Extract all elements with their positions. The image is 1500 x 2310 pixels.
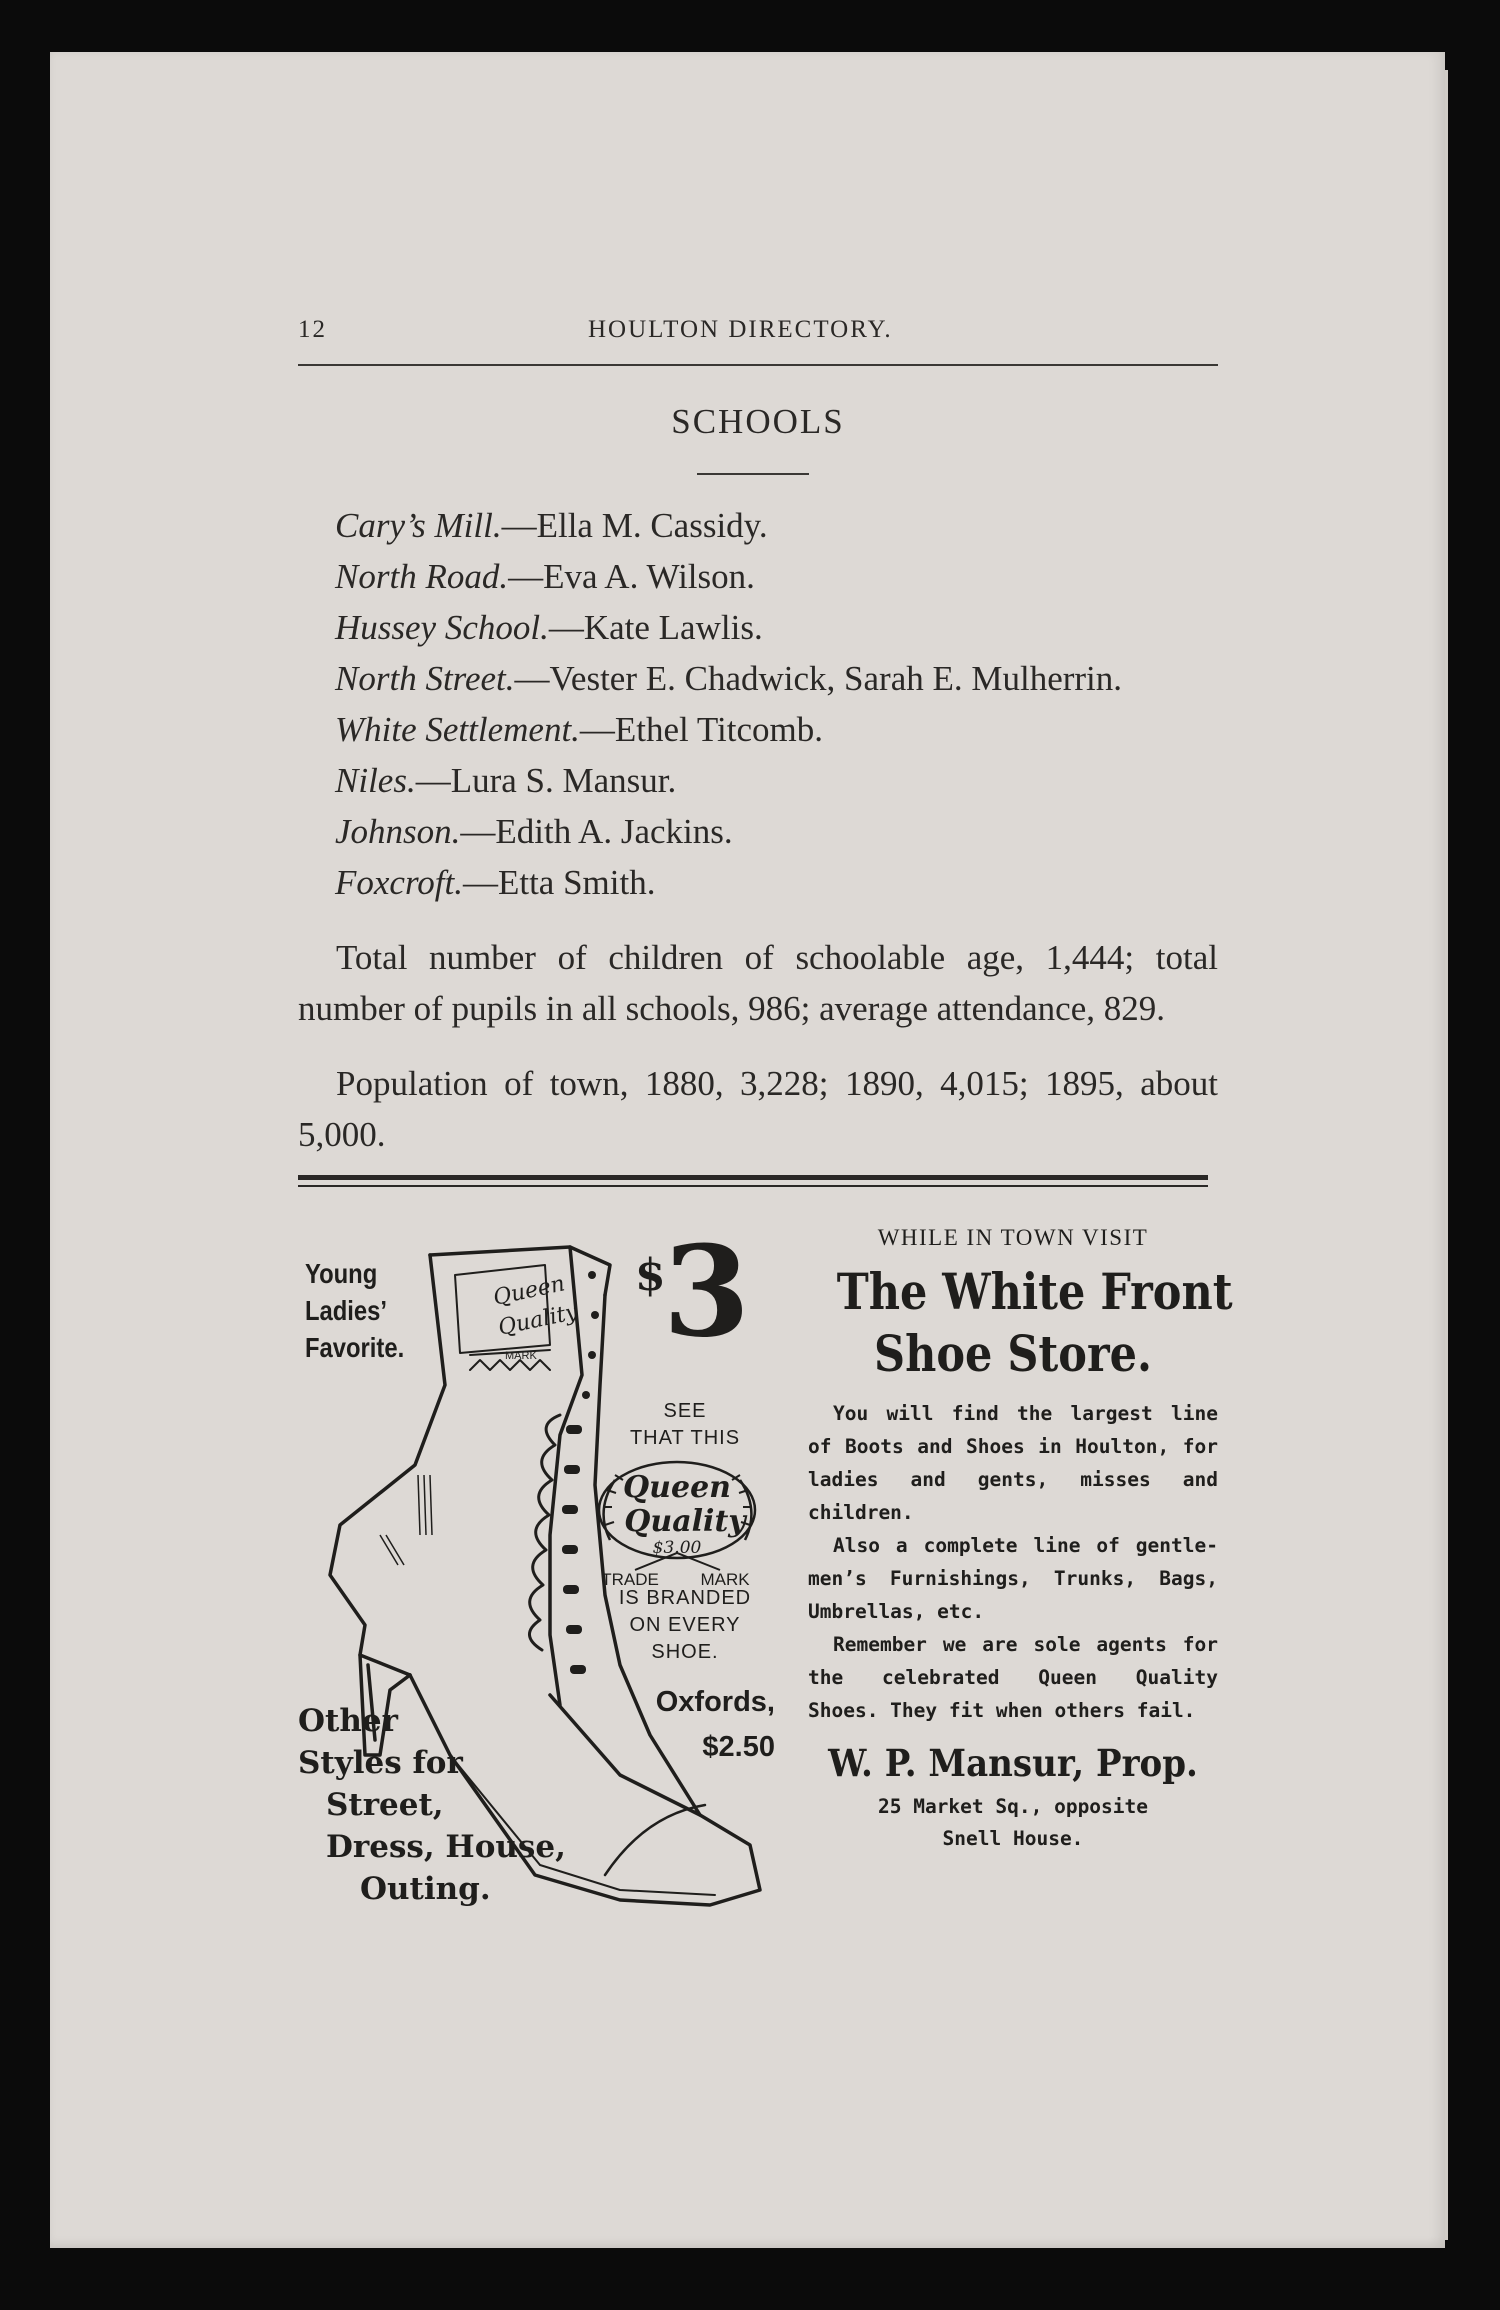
see-that-this bbox=[605, 1398, 765, 1452]
school-row bbox=[335, 602, 1235, 653]
store-name-line-1: The White Front bbox=[836, 1262, 1233, 1321]
young-line: Young bbox=[305, 1258, 378, 1289]
running-title: HOULTON DIRECTORY. bbox=[588, 316, 893, 343]
school-teachers: —Eva A. Wilson. bbox=[508, 557, 755, 596]
proprietor: W. P. Mansur, Prop. bbox=[828, 1741, 1198, 1785]
store-description bbox=[808, 1397, 1218, 1727]
school-place: North Street. bbox=[335, 659, 515, 698]
running-header bbox=[298, 312, 1218, 352]
school-teachers: —Kate Lawlis. bbox=[548, 608, 763, 647]
address-line-1: 25 Market Sq., opposite bbox=[877, 1795, 1149, 1818]
header-rule bbox=[298, 364, 1218, 366]
school-row bbox=[335, 857, 1235, 908]
store-paragraph-3: Remember we are sole agents for the celebrated Queen Quality Shoes. They fit when others fail. bbox=[808, 1633, 1218, 1722]
school-row bbox=[335, 653, 1235, 704]
store-address bbox=[808, 1791, 1218, 1855]
school-teachers: —Vester E. Chadwick, Sarah E. Mulherrin. bbox=[514, 659, 1123, 698]
on-every-line: ON EVERY bbox=[629, 1614, 741, 1636]
school-place: Foxcroft. bbox=[335, 863, 463, 902]
school-place: White Settlement. bbox=[335, 710, 580, 749]
school-list bbox=[335, 500, 1235, 908]
branded-on-every-shoe bbox=[600, 1585, 770, 1666]
ad-divider-thin bbox=[298, 1185, 1208, 1187]
ladies-line: Ladies’ bbox=[305, 1295, 388, 1326]
oxfords-price bbox=[650, 1680, 775, 1770]
other-styles bbox=[298, 1700, 566, 1910]
queen-quality-trademark-seal bbox=[585, 1445, 770, 1590]
shoe-line: SHOE. bbox=[651, 1641, 719, 1663]
school-row bbox=[335, 551, 1235, 602]
section-title: SCHOOLS bbox=[671, 402, 845, 441]
store-name bbox=[836, 1261, 1233, 1385]
page-number: 12 bbox=[298, 316, 327, 343]
store-advertisement bbox=[808, 1225, 1233, 1855]
school-place: Johnson. bbox=[335, 812, 461, 851]
school-teachers: —Edith A. Jackins. bbox=[460, 812, 733, 851]
seal-price-text: $3.00 bbox=[652, 1538, 702, 1558]
school-teachers: —Etta Smith. bbox=[462, 863, 656, 902]
favorite-line: Favorite. bbox=[305, 1332, 405, 1363]
street-line: Street, bbox=[326, 1787, 444, 1823]
store-paragraph-2: Also a complete line of gentle-men’s Furnishings, Trunks, Bags, Umbrellas, etc. bbox=[808, 1534, 1218, 1623]
store-name-line-2: Shoe Store. bbox=[874, 1324, 1152, 1383]
school-teachers: —Ethel Titcomb. bbox=[579, 710, 824, 749]
seal-quality-text: Quality bbox=[624, 1504, 746, 1539]
section-rule bbox=[697, 473, 809, 475]
boot-label-text: Queen bbox=[491, 1271, 568, 1311]
price-dollar-sign: $ bbox=[635, 1250, 666, 1301]
school-place: North Road. bbox=[335, 557, 509, 596]
see-line: SEE bbox=[663, 1400, 707, 1422]
other-line: Other bbox=[298, 1703, 398, 1739]
boot-label-text-2: Quality bbox=[496, 1299, 581, 1341]
school-row bbox=[335, 806, 1235, 857]
address-line-2: Snell House. bbox=[942, 1827, 1084, 1850]
ad-divider-thick bbox=[298, 1175, 1208, 1180]
seal-mark-text: MARK bbox=[700, 1570, 750, 1589]
that-this-line: THAT THIS bbox=[629, 1427, 741, 1449]
dress-house-line: Dress, House, bbox=[326, 1829, 566, 1865]
visit-heading: WHILE IN TOWN VISIT bbox=[877, 1225, 1149, 1250]
school-row bbox=[335, 755, 1235, 806]
school-statistics-paragraph: Total number of children of schoolable age, 1,444; total number of pupils in all schools, 986; average attendance, 829. bbox=[298, 938, 1218, 1028]
seal-trade-text: TRADE bbox=[601, 1570, 659, 1589]
school-place: Niles. bbox=[335, 761, 416, 800]
branded-line: IS BRANDED bbox=[618, 1587, 752, 1609]
population-paragraph: Population of town, 1880, 3,228; 1890, 4,015; 1895, about 5,000. bbox=[298, 1064, 1218, 1154]
school-row bbox=[335, 500, 1235, 551]
school-teachers: —Ella M. Cassidy. bbox=[501, 506, 768, 545]
school-row bbox=[335, 704, 1235, 755]
styles-for-line: Styles for bbox=[298, 1745, 463, 1781]
store-paragraph-1: You will find the largest line of Boots and Shoes in Houlton, for ladies and gents, misses and children. bbox=[808, 1402, 1218, 1524]
boot-label-mark: MARK bbox=[505, 1350, 537, 1362]
outing-line: Outing. bbox=[360, 1871, 491, 1907]
school-place: Hussey School. bbox=[335, 608, 549, 647]
price-value: 3 bbox=[663, 1219, 750, 1365]
oxfords-amount: $2.50 bbox=[702, 1731, 775, 1763]
seal-queen-text: Queen bbox=[623, 1470, 731, 1505]
school-place: Cary’s Mill. bbox=[335, 506, 502, 545]
oxfords-label: Oxfords, bbox=[655, 1686, 775, 1718]
school-teachers: —Lura S. Mansur. bbox=[415, 761, 677, 800]
